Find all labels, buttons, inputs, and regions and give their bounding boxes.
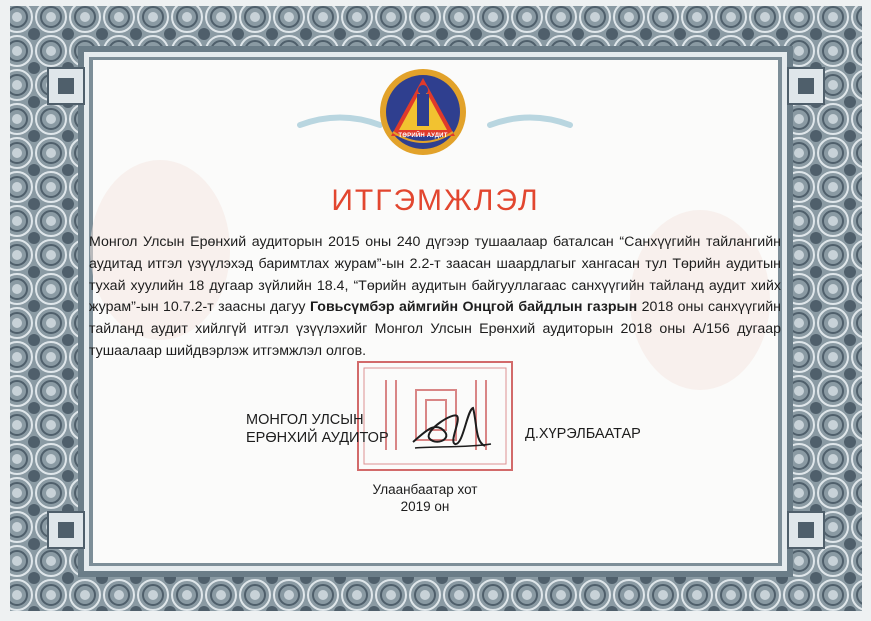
year: 2019 он [400, 499, 450, 514]
signature [405, 402, 495, 454]
body-part1: Монгол Улсын Ерөнхий аудиторын 2015 оны 240 дүгээр тушаалаар баталсан “Санхүүгийн тайлангийн аудитад итгэл үзүүлэхэд баримтлах журам”-ын 2.2-т заасан шаардлагыг хангасан тул Төрийн аудитын тухай хуулийн 18 дугаар зүйлийн 18.4, “Төрийн аудитын байгууллагаас санхүүгийн тайланд аудит хийх журам”-ын 10.7.2-т заасны дагуу [89, 234, 781, 316]
state-audit-emblem [379, 68, 467, 156]
signer-name: Д.ХҮРЭЛБААТАР [525, 426, 641, 442]
signer-org-line2: ЕРӨНХИЙ АУДИТОР [246, 430, 389, 446]
certificate-title: ИТГЭМЖЛЭЛ [331, 184, 540, 217]
body-part2: 2018 оны санхүүгийн тайланд аудит хийлгүй итгэл үзүүлэхийг Монгол Улсын Ерөнхий аудиторын 2018 оны А/156 дугаар тушаалаар шийдвэрлэж итгэмжлэл олгов. [89, 299, 781, 359]
issue-place-date [360, 481, 490, 515]
city: Улаанбаатар хот [372, 482, 478, 497]
certificate-body [89, 232, 781, 363]
organization-name: Говьсүмбэр аймгийн Онцгой байдлын газрын [309, 299, 638, 316]
signer-organization [246, 411, 389, 447]
emblem-text: ТӨРИЙН АУДИТ [398, 133, 448, 139]
signer-org-line1: МОНГОЛ УЛСЫН [246, 412, 364, 428]
